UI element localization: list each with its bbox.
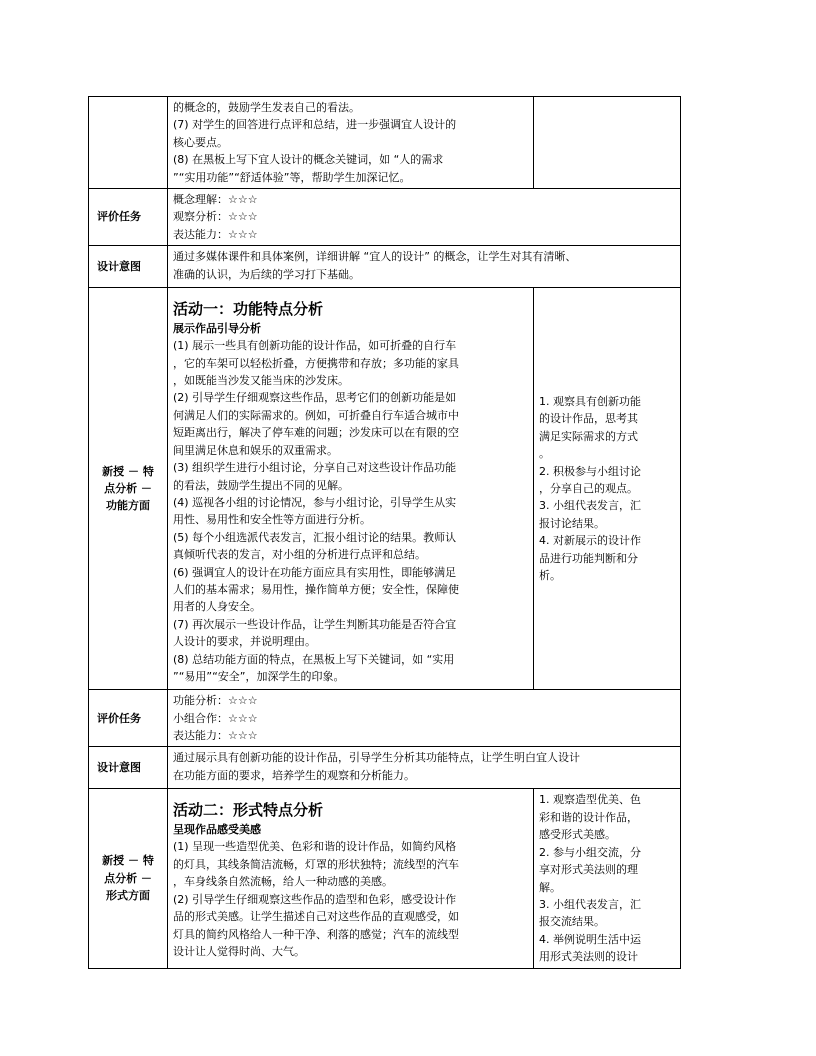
evaluation-label: 评价任务	[89, 189, 168, 246]
activity-line: 人们的基本需求；易用性，操作简单方便；安全性，保障使	[173, 582, 459, 596]
design-intent-row	[89, 246, 681, 288]
activity-title: 活动一：功能特点分析	[173, 300, 324, 319]
activity-line: ，如既能当沙发又能当床的沙发床。	[173, 374, 349, 388]
design-intent-label: 设计意图	[89, 246, 168, 288]
star-rating: ☆☆☆	[228, 729, 258, 743]
student-line: 1. 观察造型优美、色	[539, 793, 641, 807]
star-rating: ☆☆☆	[228, 711, 258, 725]
star-rating: ☆☆☆	[228, 193, 258, 207]
activity-line: 何满足人们的实际需求的。例如，可折叠自行车适合城市中	[173, 408, 459, 422]
empty-student-cell	[534, 97, 681, 189]
evaluation-item: 表达能力：☆☆☆	[173, 729, 258, 743]
activity-label: 新授 － 特 点分析 － 形式方面	[89, 789, 168, 968]
student-activity	[534, 288, 681, 690]
evaluation-row	[89, 189, 681, 246]
activity-line: 灯具的简约风格给人一种干净、利落的感觉；汽车的流线型	[173, 927, 459, 941]
activity-line: (1) 展示一些具有创新功能的设计作品，如可折叠的自行车	[173, 339, 457, 353]
design-intent-text	[168, 246, 681, 288]
activity-line: 的灯具，其线条简洁流畅，灯罩的形状独特；流线型的汽车	[173, 857, 459, 871]
activity-subtitle: 展示作品引导分析	[173, 322, 261, 336]
activity-line: 设计让人觉得时尚、大气。	[173, 944, 305, 958]
student-line: ，分享自己的观点。	[539, 482, 638, 496]
activity-title: 活动二：形式特点分析	[173, 801, 324, 820]
intro-line: ”“实用功能”“舒适体验”等，帮助学生加深记忆。	[173, 170, 411, 184]
student-line: 。	[539, 447, 550, 461]
student-line: 彩和谐的设计作品，	[539, 810, 638, 824]
evaluation-item: 概念理解：☆☆☆	[173, 193, 258, 207]
student-line: 4. 对新展示的设计作	[539, 534, 641, 548]
activity-line: (7) 再次展示一些设计作品，让学生判断其功能是否符合宜	[173, 617, 457, 631]
student-line: 2. 参与小组交流，分	[539, 845, 641, 859]
star-rating: ☆☆☆	[228, 227, 258, 241]
intro-line: 核心要点。	[173, 135, 228, 149]
activity-label: 新授 － 特 点分析 － 功能方面	[89, 288, 168, 690]
evaluation-item: 观察分析：☆☆☆	[173, 210, 258, 224]
evaluation-label: 评价任务	[89, 690, 168, 747]
activity-line: ”“易用”“安全”，加深学生的印象。	[173, 669, 345, 683]
activity-line: (4) 巡视各小组的讨论情况，参与小组讨论，引导学生从实	[173, 495, 457, 509]
lesson-plan-table	[88, 96, 681, 969]
activity-content	[168, 789, 534, 968]
intro-continuation-row	[89, 97, 681, 189]
evaluation-row	[89, 690, 681, 747]
evaluation-item: 功能分析：☆☆☆	[173, 694, 258, 708]
star-rating: ☆☆☆	[228, 694, 258, 708]
activity-row	[89, 789, 681, 968]
intent-line: 通过多媒体课件和具体案例，详细讲解 “宜人的设计” 的概念，让学生对其有清晰、	[173, 250, 577, 264]
student-line: 解。	[539, 880, 561, 894]
design-intent-text	[168, 747, 681, 789]
activity-line: ，车身线条自然流畅，给人一种动感的美感。	[173, 875, 393, 889]
activity-line: (5) 每个小组选派代表发言，汇报小组讨论的结果。教师认	[173, 530, 457, 544]
activity-line: 用性、易用性和安全性等方面进行分析。	[173, 513, 371, 527]
student-line: 报讨论结果。	[539, 516, 605, 530]
activity-line: 真倾听代表的发言，对小组的分析进行点评和总结。	[173, 548, 426, 562]
intro-line: (8) 在黑板上写下宜人设计的概念关键词，如 “人的需求	[173, 153, 444, 167]
evaluation-item: 小组合作：☆☆☆	[173, 711, 258, 725]
student-line: 3. 小组代表发言，汇	[539, 897, 641, 911]
evaluation-items	[168, 690, 681, 747]
activity-line: 的看法，鼓励学生提出不同的见解。	[173, 478, 349, 492]
activity-line: 短距离出行，解决了停车难的问题；沙发床可以在有限的空	[173, 426, 459, 440]
student-line: 3. 小组代表发言，汇	[539, 499, 641, 513]
student-line: 享对形式美法则的理	[539, 863, 638, 877]
intent-line: 在功能方面的要求，培养学生的观察和分析能力。	[173, 768, 415, 782]
activity-subtitle: 呈现作品感受美感	[173, 823, 261, 837]
intro-line: (7) 对学生的回答进行点评和总结，进一步强调宜人设计的	[173, 118, 457, 132]
activity-line: 间里满足休息和娱乐的双重需求。	[173, 443, 338, 457]
student-line: 感受形式美感。	[539, 828, 616, 842]
activity-line: 人设计的要求，并说明理由。	[173, 635, 316, 649]
student-line: 析。	[539, 569, 561, 583]
activity-line: 用者的人身安全。	[173, 600, 261, 614]
student-line: 的设计作品，思考其	[539, 412, 638, 426]
activity-line: (1) 呈现一些造型优美、色彩和谐的设计作品，如简约风格	[173, 840, 457, 854]
design-intent-row	[89, 747, 681, 789]
intro-text-cell	[168, 97, 534, 189]
evaluation-items	[168, 189, 681, 246]
star-rating: ☆☆☆	[228, 210, 258, 224]
student-line: 2. 积极参与小组讨论	[539, 464, 641, 478]
intent-line: 准确的认识，为后续的学习打下基础。	[173, 267, 360, 281]
evaluation-item: 表达能力：☆☆☆	[173, 227, 258, 241]
student-line: 用形式美法则的设计	[539, 950, 638, 964]
student-line: 报交流结果。	[539, 915, 605, 929]
student-line: 品进行功能判断和分	[539, 551, 638, 565]
activity-line: (2) 引导学生仔细观察这些作品，思考它们的创新功能是如	[173, 391, 457, 405]
intent-line: 通过展示具有创新功能的设计作品，引导学生分析其功能特点，让学生明白宜人设计	[173, 751, 580, 765]
design-intent-label: 设计意图	[89, 747, 168, 789]
empty-label-cell	[89, 97, 168, 189]
activity-line: 品的形式美感。让学生描述自己对这些作品的直观感受，如	[173, 910, 459, 924]
activity-row	[89, 288, 681, 690]
student-activity	[534, 789, 681, 968]
activity-line: ，它的车架可以轻松折叠，方便携带和存放；多功能的家具	[173, 356, 459, 370]
student-line: 满足实际需求的方式	[539, 429, 638, 443]
activity-content	[168, 288, 534, 690]
activity-line: (6) 强调宜人的设计在功能方面应具有实用性，即能够满足	[173, 565, 457, 579]
intro-line: 的概念的，鼓励学生发表自己的看法。	[173, 101, 360, 114]
activity-line: (8) 总结功能方面的特点，在黑板上写下关键词，如 “实用	[173, 652, 455, 666]
activity-line: (2) 引导学生仔细观察这些作品的造型和色彩，感受设计作	[173, 892, 457, 906]
activity-line: (3) 组织学生进行小组讨论，分享自己对这些设计作品功能	[173, 461, 457, 475]
student-line: 1. 观察具有创新功能	[539, 395, 641, 409]
student-line: 4. 举例说明生活中运	[539, 932, 641, 946]
